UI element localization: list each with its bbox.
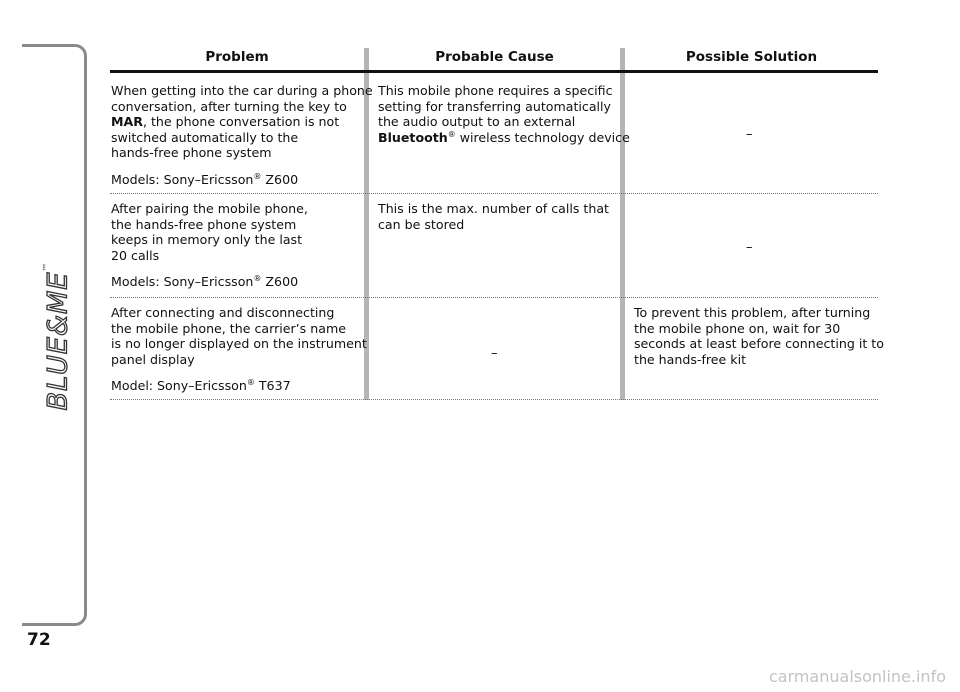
header-problem: Problem bbox=[205, 49, 269, 65]
blue-and-me-logo: BLUE&ME™ bbox=[42, 261, 74, 411]
row3-solution: To prevent this problem, after turning the mobile phone on, wait for 30 seconds at least before connecting it to the hands-free kit bbox=[634, 305, 884, 367]
row1-solution: – bbox=[746, 127, 753, 142]
header-probable-cause: Probable Cause bbox=[435, 49, 554, 65]
row3-problem: After connecting and disconnecting the mobile phone, the carrier’s name is no longer displayed on the instrument panel display Model: Sony–Ericsson® T637 bbox=[111, 305, 367, 394]
row2-cause: This is the max. number of calls that can be stored bbox=[378, 201, 609, 232]
page-number: 72 bbox=[27, 630, 51, 650]
row1-cause: This mobile phone requires a specific setting for transferring automatically the audio output to an external Bluetooth® wireless technology device bbox=[378, 83, 630, 145]
row-divider bbox=[110, 193, 878, 194]
row-divider bbox=[110, 297, 878, 298]
row1-problem: When getting into the car during a phone conversation, after turning the key to MAR, the phone conversation is not switched automatically to the hands-free phone system Models: Sony–Ericsson® Z600 bbox=[111, 83, 373, 187]
header-possible-solution: Possible Solution bbox=[685, 49, 818, 65]
row-divider bbox=[110, 399, 878, 400]
row2-solution: – bbox=[746, 240, 753, 255]
header-rule bbox=[110, 70, 878, 73]
row2-problem: After pairing the mobile phone, the hands-free phone system keeps in memory only the last 20 calls Models: Sony–Ericsson® Z600 bbox=[111, 201, 308, 290]
watermark: carmanualsonline.info bbox=[768, 667, 946, 686]
row3-cause: – bbox=[491, 346, 498, 361]
